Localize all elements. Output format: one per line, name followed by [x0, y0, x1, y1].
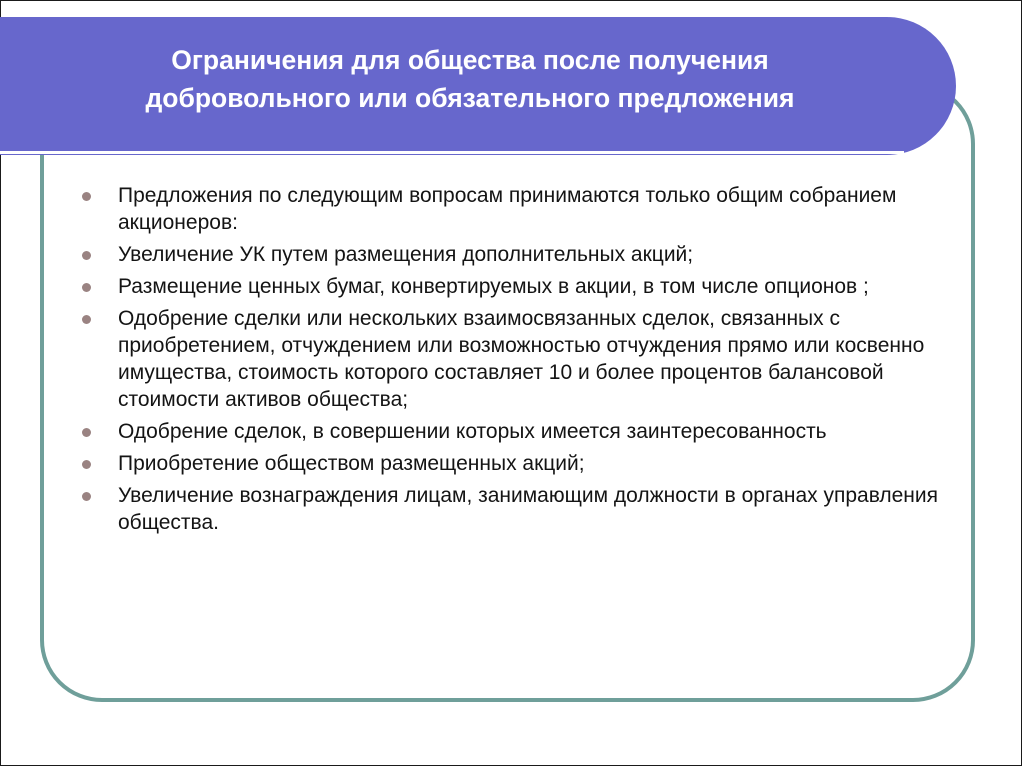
- bullet-text: Увеличение вознаграждения лицам, занимающим должности в органах управления общества.: [118, 484, 938, 534]
- bullet-dot-icon: [82, 315, 91, 324]
- bullet-text: Одобрение сделок, в совершении которых имеется заинтересованность: [118, 420, 827, 443]
- bullet-list: [78, 182, 938, 541]
- bullet-item: [78, 273, 938, 300]
- bullet-dot-icon: [82, 428, 91, 437]
- bullet-text: Одобрение сделки или нескольких взаимосвязанных сделок, связанных с приобретением, отчуждением или возможностью отчуждения прямо или косвенно имущества, стоимость которого составляет 10 и более процентов балансовой стоимости активов общества;: [118, 307, 925, 411]
- bullet-dot-icon: [82, 251, 91, 260]
- slide-title: [0, 41, 940, 117]
- slide-title-line-2: добровольного или обязательного предложения: [145, 83, 795, 113]
- title-underline: [0, 151, 904, 154]
- slide-title-line-1: Ограничения для общества после получения: [171, 45, 769, 75]
- bullet-item: [78, 305, 938, 413]
- bullet-dot-icon: [82, 192, 91, 201]
- bullet-item: [78, 241, 938, 268]
- bullet-item: [78, 182, 938, 236]
- bullet-text: Размещение ценных бумаг, конвертируемых в акции, в том числе опционов ;: [118, 275, 869, 298]
- bullet-text: Предложения по следующим вопросам принимаются только общим собранием акционеров:: [118, 184, 897, 234]
- bullet-dot-icon: [82, 492, 91, 501]
- bullet-item: [78, 482, 938, 536]
- bullet-dot-icon: [82, 283, 91, 292]
- bullet-item: [78, 450, 938, 477]
- bullet-item: [78, 418, 938, 445]
- bullet-text: Увеличение УК путем размещения дополнительных акций;: [118, 243, 694, 266]
- bullet-text: Приобретение обществом размещенных акций;: [118, 452, 585, 475]
- bullet-dot-icon: [82, 460, 91, 469]
